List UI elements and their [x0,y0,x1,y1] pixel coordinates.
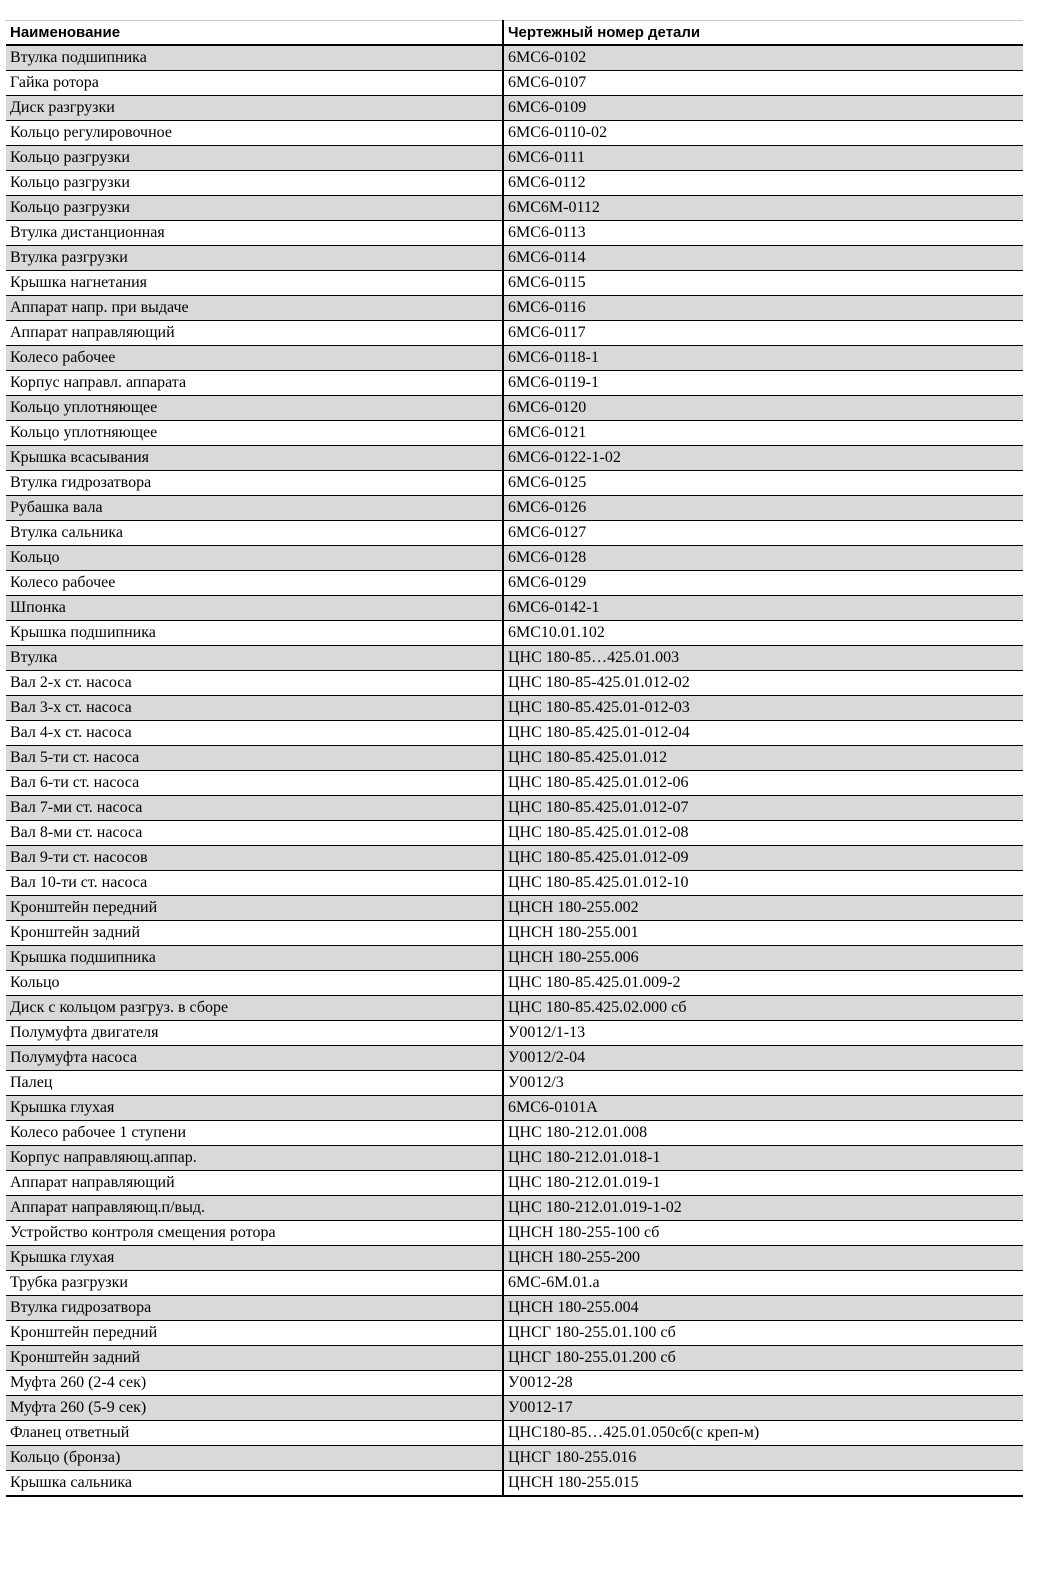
table-row [6,721,1023,746]
column-header-drawing-number[interactable]: Чертежный номер детали [503,21,1023,46]
cell-part-name[interactable]: Крышка нагнетания [6,271,503,296]
cell-drawing-number[interactable]: ЦНС 180-85.425.01-012-03 [503,696,1023,721]
cell-part-name[interactable]: Втулка гидрозатвора [6,471,503,496]
cell-drawing-number[interactable]: 6МС6-0117 [503,321,1023,346]
cell-drawing-number[interactable]: У0012/1-13 [503,1021,1023,1046]
cell-drawing-number[interactable]: 6МС6-0111 [503,146,1023,171]
table-row [6,296,1023,321]
cell-part-name[interactable]: Палец [6,1071,503,1096]
table-row [6,246,1023,271]
cell-drawing-number[interactable]: 6МС6-0101А [503,1096,1023,1121]
cell-part-name[interactable]: Вал 7-ми ст. насоса [6,796,503,821]
table-row [6,1071,1023,1096]
cell-part-name[interactable]: Корпус направл. аппарата [6,371,503,396]
table-row [6,796,1023,821]
cell-part-name[interactable]: Втулка подшипника [6,45,503,71]
cell-part-name[interactable]: Вал 5-ти ст. насоса [6,746,503,771]
cell-drawing-number[interactable]: ЦНС180-85…425.01.050сб(с креп-м) [503,1421,1023,1446]
table-row [6,846,1023,871]
table-row [6,1421,1023,1446]
table-row [6,421,1023,446]
table-row [6,471,1023,496]
cell-part-name[interactable]: Кольцо разгрузки [6,171,503,196]
cell-part-name[interactable]: Кольцо разгрузки [6,196,503,221]
cell-part-name[interactable]: Кронштейн передний [6,896,503,921]
cell-drawing-number[interactable]: 6МС6-0102 [503,45,1023,71]
table-row [6,521,1023,546]
cell-drawing-number[interactable]: ЦНС 180-85-425.01.012-02 [503,671,1023,696]
cell-drawing-number[interactable]: ЦНСН 180-255.015 [503,1471,1023,1497]
cell-part-name[interactable]: Колесо рабочее 1 ступени [6,1121,503,1146]
cell-part-name[interactable]: Крышка подшипника [6,621,503,646]
table-row [6,271,1023,296]
cell-part-name[interactable]: Втулка гидрозатвора [6,1296,503,1321]
cell-part-name[interactable]: Кронштейн передний [6,1321,503,1346]
cell-part-name[interactable]: Полумуфта насоса [6,1046,503,1071]
table-row [6,1271,1023,1296]
cell-drawing-number[interactable]: ЦНСН 180-255.001 [503,921,1023,946]
cell-drawing-number[interactable]: 6МС6-0129 [503,571,1023,596]
cell-part-name[interactable]: Втулка [6,646,503,671]
cell-part-name[interactable]: Крышка всасывания [6,446,503,471]
cell-drawing-number[interactable]: ЦНСГ 180-255.01.200 сб [503,1346,1023,1371]
cell-part-name[interactable]: Муфта 260 (5-9 сек) [6,1396,503,1421]
cell-drawing-number[interactable]: 6МС6-0119-1 [503,371,1023,396]
table-row [6,71,1023,96]
cell-drawing-number[interactable]: 6МС6-0115 [503,271,1023,296]
cell-drawing-number[interactable]: У0012-28 [503,1371,1023,1396]
cell-part-name[interactable]: Устройство контроля смещения ротора [6,1221,503,1246]
cell-part-name[interactable]: Втулка сальника [6,521,503,546]
table-row [6,646,1023,671]
cell-part-name[interactable]: Втулка разгрузки [6,246,503,271]
cell-drawing-number[interactable]: 6МС6-0118-1 [503,346,1023,371]
cell-drawing-number[interactable]: 6МС6-0122-1-02 [503,446,1023,471]
table-row [6,1171,1023,1196]
cell-drawing-number[interactable]: ЦНСН 180-255.002 [503,896,1023,921]
table-row [6,1371,1023,1396]
cell-drawing-number[interactable]: ЦНСН 180-255-200 [503,1246,1023,1271]
table-row [6,396,1023,421]
table-row [6,1346,1023,1371]
table-row [6,596,1023,621]
cell-drawing-number[interactable]: ЦНСН 180-255.006 [503,946,1023,971]
cell-part-name[interactable]: Кольцо (бронза) [6,1446,503,1471]
parts-table-body [6,45,1023,1496]
cell-drawing-number[interactable]: ЦНС 180-85.425.01.012-08 [503,821,1023,846]
cell-part-name[interactable]: Вал 6-ти ст. насоса [6,771,503,796]
table-row [6,821,1023,846]
cell-drawing-number[interactable]: 6МС-6М.01.а [503,1271,1023,1296]
cell-drawing-number[interactable]: 6МС6-0142-1 [503,596,1023,621]
table-row [6,1196,1023,1221]
cell-part-name[interactable]: Полумуфта двигателя [6,1021,503,1046]
cell-drawing-number[interactable]: ЦНС 180-212.01.019-1 [503,1171,1023,1196]
cell-part-name[interactable]: Кольцо уплотняющее [6,421,503,446]
cell-part-name[interactable]: Крышка сальника [6,1471,503,1497]
table-row [6,1021,1023,1046]
cell-part-name[interactable]: Колесо рабочее [6,346,503,371]
cell-drawing-number[interactable]: ЦНСН 180-255.004 [503,1296,1023,1321]
table-row [6,221,1023,246]
cell-drawing-number[interactable]: 6МС6-0128 [503,546,1023,571]
cell-part-name[interactable]: Вал 9-ти ст. насосов [6,846,503,871]
cell-part-name[interactable]: Кольцо разгрузки [6,146,503,171]
table-row [6,1046,1023,1071]
cell-drawing-number[interactable]: 6МС6-0109 [503,96,1023,121]
table-row [6,171,1023,196]
table-row [6,1296,1023,1321]
cell-part-name[interactable]: Аппарат направляющ.п/выд. [6,1196,503,1221]
cell-part-name[interactable]: Вал 8-ми ст. насоса [6,821,503,846]
cell-drawing-number[interactable]: ЦНСН 180-255-100 сб [503,1221,1023,1246]
table-row [6,1471,1023,1497]
cell-drawing-number[interactable]: 6МС6-0116 [503,296,1023,321]
cell-drawing-number[interactable]: 6МС6М-0112 [503,196,1023,221]
table-row [6,996,1023,1021]
cell-drawing-number[interactable]: 6МС6-0126 [503,496,1023,521]
cell-drawing-number[interactable]: ЦНС 180-212.01.008 [503,1121,1023,1146]
parts-sheet [6,20,1023,1497]
cell-drawing-number[interactable]: ЦНС 180-85.425.01.012-10 [503,871,1023,896]
cell-drawing-number[interactable]: ЦНС 180-212.01.019-1-02 [503,1196,1023,1221]
table-row [6,496,1023,521]
table-row [6,671,1023,696]
cell-drawing-number[interactable]: 6МС6-0112 [503,171,1023,196]
header-row [6,21,1023,46]
cell-drawing-number[interactable]: ЦНС 180-85.425.01.012 [503,746,1023,771]
cell-drawing-number[interactable]: 6МС6-0120 [503,396,1023,421]
cell-drawing-number[interactable]: ЦНСГ 180-255.016 [503,1446,1023,1471]
table-row [6,946,1023,971]
cell-part-name[interactable]: Втулка дистанционная [6,221,503,246]
cell-part-name[interactable]: Корпус направляющ.аппар. [6,1146,503,1171]
table-row [6,1121,1023,1146]
table-row [6,321,1023,346]
table-row [6,546,1023,571]
cell-part-name[interactable]: Вал 3-х ст. насоса [6,696,503,721]
cell-part-name[interactable]: Гайка ротора [6,71,503,96]
table-row [6,771,1023,796]
column-header-name[interactable]: Наименование [6,21,503,46]
table-row [6,1446,1023,1471]
cell-part-name[interactable]: Шпонка [6,596,503,621]
table-row [6,45,1023,71]
cell-drawing-number[interactable]: 6МС6-0113 [503,221,1023,246]
table-row [6,371,1023,396]
cell-part-name[interactable]: Крышка глухая [6,1246,503,1271]
cell-part-name[interactable]: Вал 4-х ст. насоса [6,721,503,746]
cell-drawing-number[interactable]: 6МС6-0110-02 [503,121,1023,146]
parts-table [6,20,1023,1497]
table-row [6,446,1023,471]
cell-part-name[interactable]: Диск с кольцом разгруз. в сборе [6,996,503,1021]
cell-drawing-number[interactable]: ЦНС 180-85.425.01.012-09 [503,846,1023,871]
cell-drawing-number[interactable]: 6МС6-0121 [503,421,1023,446]
cell-part-name[interactable]: Рубашка вала [6,496,503,521]
cell-drawing-number[interactable]: ЦНС 180-85.425.02.000 сб [503,996,1023,1021]
cell-part-name[interactable]: Диск разгрузки [6,96,503,121]
cell-part-name[interactable]: Кольцо [6,546,503,571]
cell-part-name[interactable]: Аппарат направляющий [6,1171,503,1196]
cell-part-name[interactable]: Вал 10-ти ст. насоса [6,871,503,896]
cell-drawing-number[interactable]: ЦНС 180-85.425.01.012-06 [503,771,1023,796]
cell-part-name[interactable]: Аппарат направляющий [6,321,503,346]
cell-part-name[interactable]: Муфта 260 (2-4 сек) [6,1371,503,1396]
table-row [6,621,1023,646]
table-row [6,1146,1023,1171]
cell-drawing-number[interactable]: ЦНСГ 180-255.01.100 сб [503,1321,1023,1346]
cell-drawing-number[interactable]: У0012/3 [503,1071,1023,1096]
table-row [6,571,1023,596]
cell-drawing-number[interactable]: У0012-17 [503,1396,1023,1421]
cell-part-name[interactable]: Крышка подшипника [6,946,503,971]
table-row [6,1246,1023,1271]
cell-drawing-number[interactable]: ЦНС 180-85…425.01.003 [503,646,1023,671]
cell-part-name[interactable]: Трубка разгрузки [6,1271,503,1296]
table-row [6,921,1023,946]
cell-part-name[interactable]: Фланец ответный [6,1421,503,1446]
cell-drawing-number[interactable]: ЦНС 180-85.425.01-012-04 [503,721,1023,746]
cell-drawing-number[interactable]: 6МС10.01.102 [503,621,1023,646]
table-row [6,121,1023,146]
cell-part-name[interactable]: Колесо рабочее [6,571,503,596]
cell-drawing-number[interactable]: 6МС6-0107 [503,71,1023,96]
cell-drawing-number[interactable]: 6МС6-0125 [503,471,1023,496]
table-row [6,1396,1023,1421]
cell-part-name[interactable]: Крышка глухая [6,1096,503,1121]
cell-part-name[interactable]: Кронштейн задний [6,1346,503,1371]
cell-part-name[interactable]: Кольцо регулировочное [6,121,503,146]
table-row [6,871,1023,896]
cell-part-name[interactable]: Кольцо уплотняющее [6,396,503,421]
cell-drawing-number[interactable]: 6МС6-0114 [503,246,1023,271]
cell-part-name[interactable]: Вал 2-х ст. насоса [6,671,503,696]
table-row [6,896,1023,921]
table-row [6,1321,1023,1346]
table-row [6,346,1023,371]
cell-drawing-number[interactable]: 6МС6-0127 [503,521,1023,546]
table-row [6,146,1023,171]
cell-part-name[interactable]: Аппарат напр. при выдаче [6,296,503,321]
table-row [6,696,1023,721]
table-row [6,971,1023,996]
table-row [6,1221,1023,1246]
table-row [6,1096,1023,1121]
cell-drawing-number[interactable]: ЦНС 180-212.01.018-1 [503,1146,1023,1171]
cell-drawing-number[interactable]: У0012/2-04 [503,1046,1023,1071]
table-row [6,96,1023,121]
cell-part-name[interactable]: Кронштейн задний [6,921,503,946]
cell-drawing-number[interactable]: ЦНС 180-85.425.01.012-07 [503,796,1023,821]
table-row [6,196,1023,221]
table-row [6,746,1023,771]
cell-drawing-number[interactable]: ЦНС 180-85.425.01.009-2 [503,971,1023,996]
cell-part-name[interactable]: Кольцо [6,971,503,996]
